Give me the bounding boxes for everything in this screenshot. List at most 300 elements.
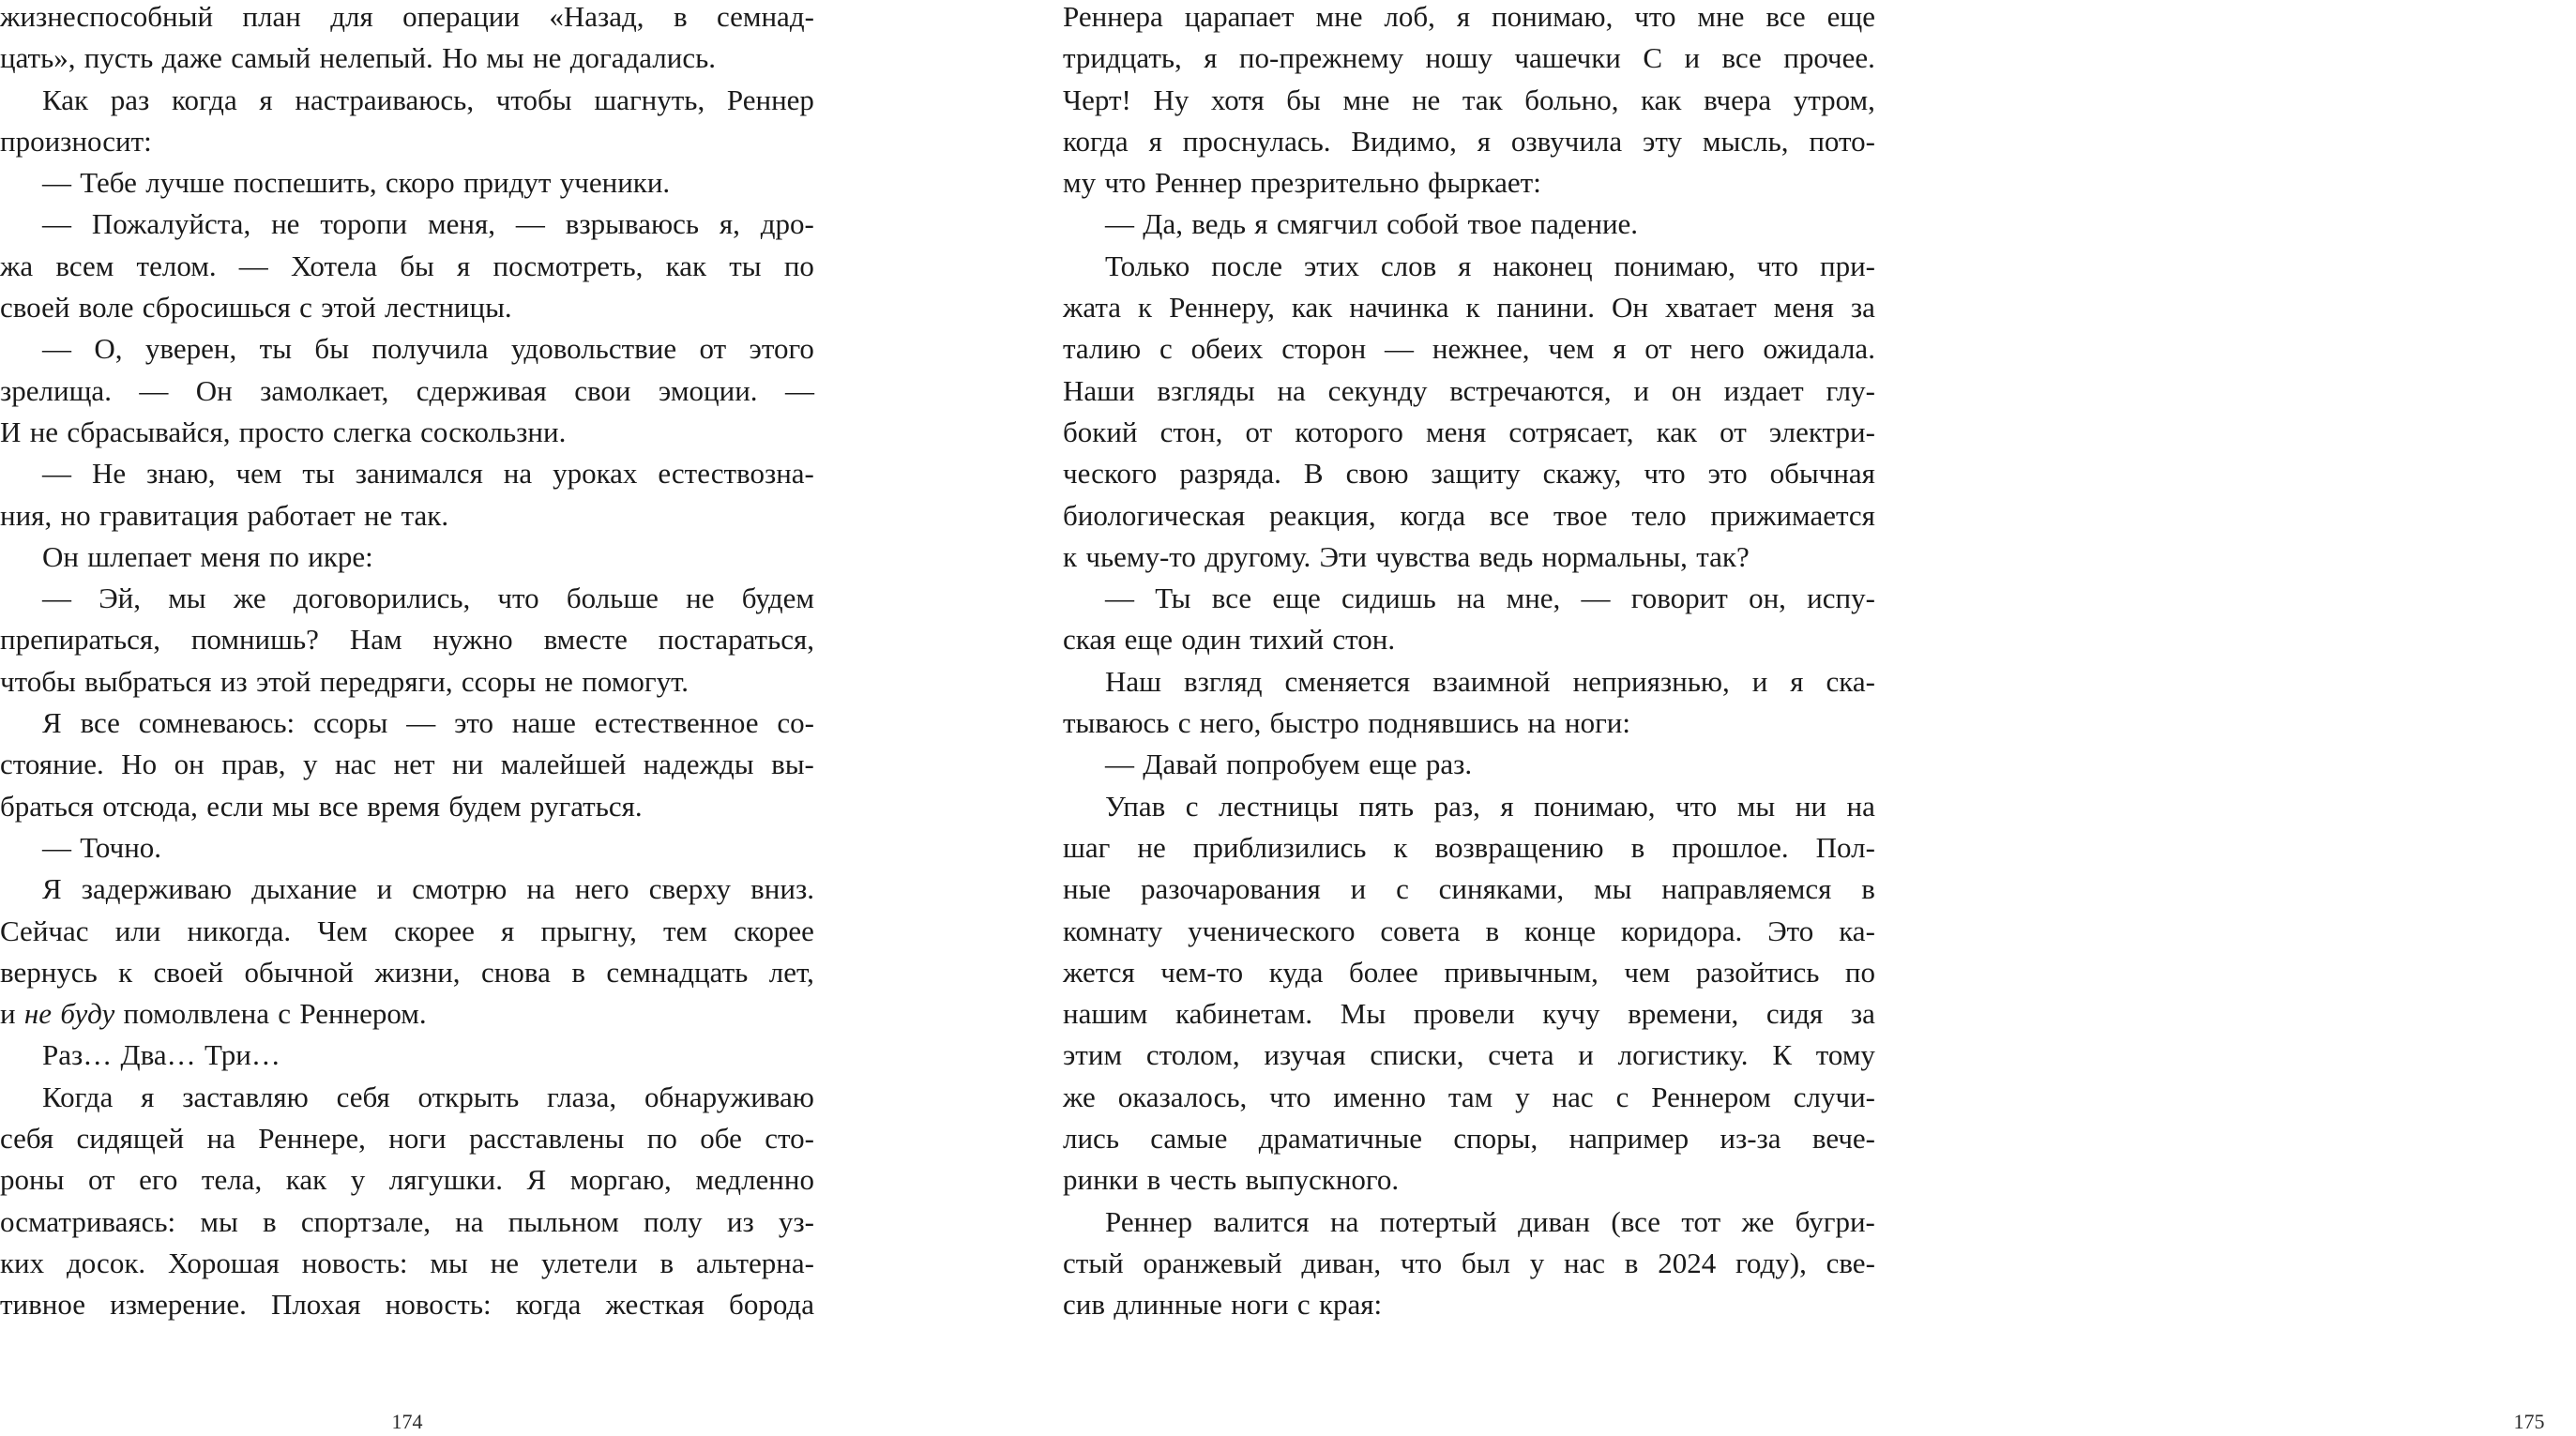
word: медленно <box>695 1163 814 1197</box>
word: Давай <box>1143 748 1218 781</box>
word: что <box>1644 457 1686 491</box>
word: борода <box>729 1288 814 1322</box>
word: пото- <box>1809 124 1875 158</box>
word: вместе <box>543 623 628 657</box>
word: панини. <box>1496 291 1595 325</box>
word: роны <box>0 1163 65 1197</box>
word: — <box>1105 207 1134 241</box>
word: придут <box>462 166 552 200</box>
right-page-text <box>1063 0 1875 1326</box>
word: времени, <box>1628 997 1739 1031</box>
word: Точно. <box>80 830 162 864</box>
word: мне <box>1697 0 1745 33</box>
word: вчера <box>1704 83 1772 116</box>
word: он, <box>1749 582 1786 615</box>
word: бы <box>400 249 434 282</box>
text-line <box>0 204 814 245</box>
word: не <box>1411 83 1441 116</box>
word: Реннера <box>1063 0 1163 33</box>
word: выбраться <box>84 664 212 698</box>
word: из <box>220 664 248 698</box>
word: от <box>87 1163 115 1197</box>
word: надежды <box>643 748 754 781</box>
word: открыть <box>417 1080 520 1113</box>
word: за <box>1850 291 1875 325</box>
word: я <box>141 1080 155 1113</box>
word: не <box>490 1246 520 1279</box>
text-line <box>0 412 814 453</box>
text-line <box>0 121 814 162</box>
word: сбросишься <box>142 291 291 325</box>
word: знаю, <box>146 457 216 491</box>
word: к <box>1063 539 1078 573</box>
word: на <box>526 872 555 906</box>
word: помолвлена <box>123 997 269 1031</box>
text-line <box>0 246 814 287</box>
text-line <box>0 0 814 38</box>
word: нас <box>1563 1246 1606 1279</box>
word: но <box>60 498 91 532</box>
word: пусть <box>83 41 154 75</box>
word: мне, <box>1506 582 1561 615</box>
word: уз- <box>778 1204 814 1238</box>
text-line <box>1063 1035 1875 1076</box>
word: тому <box>1815 1038 1875 1072</box>
word: досок. <box>67 1246 146 1279</box>
word: эмоции. <box>658 373 758 407</box>
word: жата <box>1063 291 1122 325</box>
word: даже <box>161 41 222 75</box>
word: мысль, <box>1702 124 1789 158</box>
word: настраиваюсь, <box>295 83 475 116</box>
word: говорит <box>1630 582 1728 615</box>
text-line <box>1063 38 1875 79</box>
word: — <box>42 457 71 491</box>
word: не <box>271 207 300 241</box>
word: Эти <box>1319 539 1368 573</box>
word: Наш <box>1105 664 1162 698</box>
text-line <box>1063 162 1875 204</box>
word: сидящей <box>76 1122 185 1156</box>
word: тем <box>663 914 707 947</box>
word: на <box>1456 582 1486 615</box>
word: время <box>367 789 441 823</box>
text-line <box>1063 0 1875 38</box>
word: сидя <box>1765 997 1824 1031</box>
word: как <box>1291 291 1333 325</box>
word: встречаются, <box>1449 373 1612 407</box>
text-line <box>1063 537 1875 578</box>
text-line <box>0 993 814 1035</box>
left-page <box>0 0 814 1436</box>
word: потертый <box>1379 1204 1497 1238</box>
word: Чем <box>317 914 368 947</box>
word: у <box>303 748 318 781</box>
word: Тебе <box>80 166 137 200</box>
word: был <box>1461 1246 1510 1279</box>
word: В <box>1303 457 1324 491</box>
word: произносит: <box>0 124 152 158</box>
left-page-text <box>0 0 814 1326</box>
word: и <box>0 997 16 1031</box>
word: по-прежнему <box>1238 41 1404 75</box>
word: и <box>1684 41 1701 75</box>
word: вече- <box>1811 1122 1875 1156</box>
word: именно <box>1333 1080 1426 1113</box>
text-line <box>0 38 814 79</box>
text-line <box>0 786 814 827</box>
word: ученики. <box>559 166 671 200</box>
word: жесткая <box>605 1288 705 1322</box>
word: шагнуть, <box>594 83 705 116</box>
word: на <box>1846 789 1875 823</box>
word: тихий <box>1250 623 1325 657</box>
word: Хорошая <box>168 1246 280 1279</box>
word: скажу, <box>1542 457 1622 491</box>
word: как <box>665 249 707 282</box>
word: биологическая <box>1063 498 1246 532</box>
word: Реннер <box>1105 1204 1193 1238</box>
word: еще <box>1272 582 1321 615</box>
word: в <box>673 0 688 33</box>
word: — <box>42 830 71 864</box>
word: и <box>1633 373 1649 407</box>
word: пыльном <box>508 1204 619 1238</box>
word: презрительно <box>1250 166 1419 200</box>
word: Только <box>1105 249 1190 282</box>
text-line <box>1063 121 1875 162</box>
word: собой <box>1386 207 1460 241</box>
word: когда <box>515 1288 582 1322</box>
word: меня <box>1773 291 1834 325</box>
word: с <box>1159 332 1173 366</box>
word: лестницы. <box>385 291 512 325</box>
word: передряги, <box>319 664 453 698</box>
text-line <box>0 744 814 785</box>
word: будем <box>448 789 522 823</box>
word: Сейчас <box>0 914 89 947</box>
word: чашечки <box>1514 41 1621 75</box>
word: споры, <box>1453 1122 1538 1156</box>
word: удовольствие <box>510 332 677 366</box>
text-line <box>1063 744 1875 785</box>
word: от <box>1644 332 1672 366</box>
word: не <box>29 415 59 448</box>
text-line <box>0 619 814 660</box>
word: издает <box>1723 373 1804 407</box>
word: чувства <box>1375 539 1471 573</box>
word: измерение. <box>110 1288 247 1322</box>
word: ская <box>1063 623 1116 657</box>
word: от <box>1720 415 1747 448</box>
word: длинные <box>1114 1288 1222 1322</box>
word: дыхание <box>251 872 357 906</box>
word: провели <box>1413 997 1515 1031</box>
word: поспешить, <box>233 166 377 200</box>
word: свои <box>574 373 631 407</box>
word: договорились, <box>293 582 471 615</box>
word: с <box>278 997 292 1031</box>
word: валится <box>1213 1204 1310 1238</box>
word: препираться, <box>0 623 160 657</box>
text-line <box>0 1077 814 1118</box>
word: нелепый. <box>319 41 433 75</box>
word: не <box>1137 830 1166 864</box>
word: это <box>1707 457 1748 491</box>
text-line <box>0 370 814 412</box>
word: утром, <box>1793 83 1875 116</box>
word: разряда. <box>1179 457 1281 491</box>
word: ты <box>259 332 293 366</box>
word: ка- <box>1839 914 1875 947</box>
word: у <box>350 1163 366 1197</box>
word: из-за <box>1720 1122 1781 1156</box>
word: вниз. <box>750 872 814 906</box>
word: чем <box>1548 332 1595 366</box>
word: Я <box>42 872 62 906</box>
text-line <box>0 1035 814 1076</box>
word: я <box>501 914 515 947</box>
word: Упав <box>1105 789 1166 823</box>
word: прочее. <box>1783 41 1875 75</box>
word: нашим <box>1063 997 1148 1031</box>
word: ты <box>729 249 762 282</box>
word: Реннеру, <box>1169 291 1275 325</box>
word: списки, <box>1370 1038 1464 1072</box>
word: сверху <box>648 872 732 906</box>
word: по <box>268 539 299 573</box>
word: мне <box>1315 0 1363 33</box>
text-line <box>1063 911 1875 952</box>
word: раз. <box>1425 748 1473 781</box>
word: пять <box>1358 789 1415 823</box>
text-line <box>1063 1118 1875 1159</box>
word: я <box>1613 332 1627 366</box>
word: ругаться. <box>529 789 643 823</box>
word: фыркает: <box>1428 166 1541 200</box>
word: более <box>1348 955 1418 989</box>
word: один <box>1181 623 1241 657</box>
word: после <box>1211 249 1283 282</box>
word: себя <box>0 1122 54 1156</box>
word: Реннер <box>726 83 814 116</box>
word: сидишь <box>1341 582 1436 615</box>
word: тот <box>1681 1204 1721 1238</box>
word: от <box>1245 415 1273 448</box>
word: секунду <box>1327 373 1428 407</box>
word: ческого <box>1063 457 1158 491</box>
word: что <box>1269 1080 1311 1113</box>
word: на <box>1329 1204 1359 1238</box>
word: заставляю <box>182 1080 309 1113</box>
word: для <box>330 0 373 33</box>
word: столом, <box>1145 1038 1240 1072</box>
text-line <box>0 952 814 993</box>
text-line <box>1063 246 1875 287</box>
word: Плохая <box>270 1288 361 1322</box>
word: у <box>1529 1246 1545 1279</box>
word: возвращению <box>1434 830 1604 864</box>
word: с <box>1177 706 1191 740</box>
word: защиту <box>1431 457 1521 491</box>
word: чем <box>1624 955 1671 989</box>
word: когда <box>1063 124 1129 158</box>
text-line <box>1063 827 1875 869</box>
word: обычной <box>244 955 354 989</box>
word: Реннер <box>1154 166 1242 200</box>
text-line <box>0 287 814 328</box>
word: Ну <box>1153 83 1190 116</box>
word: скорее <box>394 914 475 947</box>
text-line <box>1063 495 1875 537</box>
text-line <box>1063 1077 1875 1118</box>
word: привычным, <box>1444 955 1599 989</box>
word: я <box>1458 249 1472 282</box>
word: не <box>544 664 573 698</box>
word: глаза, <box>547 1080 617 1113</box>
word: ких <box>0 1246 45 1279</box>
word: — <box>238 249 268 282</box>
word: Он <box>195 373 233 407</box>
word: поднявшись <box>1368 706 1520 740</box>
word: коридора. <box>1620 914 1743 947</box>
left-page-number: 174 <box>391 1410 423 1433</box>
word: скорее <box>734 914 814 947</box>
word: нужно <box>432 623 513 657</box>
word: другому. <box>1205 539 1311 573</box>
word: что <box>497 582 539 615</box>
word: я <box>1477 124 1492 158</box>
word: него, <box>1199 706 1262 740</box>
word: с <box>1615 1080 1629 1113</box>
word: твое <box>1467 207 1523 241</box>
word: занимался <box>355 457 483 491</box>
word: в <box>659 1246 674 1279</box>
word: — <box>1105 748 1134 781</box>
word: глу- <box>1826 373 1875 407</box>
word: Он <box>1611 291 1648 325</box>
word: к <box>1393 830 1408 864</box>
word: в <box>1861 872 1875 906</box>
word: талию <box>1063 332 1142 366</box>
word: снова <box>481 955 551 989</box>
word: падение. <box>1530 207 1639 241</box>
text-line <box>1063 204 1875 245</box>
word: Это <box>1767 914 1814 947</box>
text-line <box>1063 661 1875 703</box>
word: все <box>318 789 358 823</box>
word: все <box>1721 41 1762 75</box>
word: вы- <box>771 748 814 781</box>
word: же <box>1063 1080 1096 1113</box>
text-line <box>0 661 814 703</box>
word: жется <box>1063 955 1135 989</box>
word: с <box>1185 789 1199 823</box>
word: на <box>503 457 533 491</box>
text-line <box>0 827 814 869</box>
word: буду <box>60 997 115 1031</box>
text-line <box>0 453 814 494</box>
word: шлепает <box>87 539 192 573</box>
word: раз, <box>1433 789 1480 823</box>
word: к <box>1465 291 1480 325</box>
text-line <box>0 328 814 370</box>
word: C <box>1643 41 1662 75</box>
text-line <box>1063 80 1875 121</box>
word: ношу <box>1425 41 1493 75</box>
word: — <box>1105 582 1134 615</box>
word: сотрясает, <box>1508 415 1634 448</box>
word: озвучила <box>1510 124 1623 158</box>
word: дро- <box>760 207 814 241</box>
text-line <box>1063 1202 1875 1243</box>
word: малейшей <box>500 748 627 781</box>
word: не <box>533 41 562 75</box>
word: ссоры <box>461 664 537 698</box>
word: чем-то <box>1160 955 1244 989</box>
word: сомневаюсь: <box>138 706 295 740</box>
word: как <box>1641 83 1682 116</box>
word: — <box>784 373 814 407</box>
word: жизни, <box>374 955 461 989</box>
word: или <box>114 914 161 947</box>
word: К <box>1772 1038 1792 1072</box>
word: совета <box>1380 914 1461 947</box>
word: мы <box>1736 789 1776 823</box>
word: 2024 <box>1658 1246 1717 1279</box>
word: жизнеспособный <box>0 0 214 33</box>
word: не <box>23 997 53 1031</box>
word: все <box>1211 582 1252 615</box>
word: оранжевый <box>1143 1246 1282 1279</box>
word: разочарования <box>1141 872 1321 906</box>
word: честь <box>1169 1163 1237 1197</box>
word: взгляд <box>1183 664 1263 698</box>
text-line <box>1063 370 1875 412</box>
word: нас <box>1552 1080 1594 1113</box>
word: лучше <box>145 166 225 200</box>
word: мы <box>1594 872 1632 906</box>
word: — <box>42 582 71 615</box>
word: браться <box>0 789 94 823</box>
word: он <box>174 748 205 781</box>
word: на <box>1277 373 1306 407</box>
word: разойтись <box>1695 955 1820 989</box>
word: не <box>363 498 393 532</box>
word: когда <box>1400 498 1466 532</box>
word: ноги: <box>1564 706 1630 740</box>
word: синяками, <box>1438 872 1565 906</box>
word: смотрю <box>412 872 508 906</box>
word: скоро <box>385 166 455 200</box>
word: от <box>699 332 727 366</box>
word: тела, <box>201 1163 263 1197</box>
word: Он <box>42 539 79 573</box>
text-line <box>0 1159 814 1201</box>
word: я <box>259 83 273 116</box>
word: семнад- <box>716 0 814 33</box>
word: (все <box>1611 1204 1661 1238</box>
word: Пол- <box>1815 830 1875 864</box>
word: в <box>1146 1163 1161 1197</box>
word: моргаю, <box>569 1163 672 1197</box>
word: «Назад, <box>549 0 644 33</box>
word: сбрасывайся, <box>67 415 231 448</box>
word: нежнее, <box>1432 332 1530 366</box>
word: ведь <box>1191 207 1246 241</box>
word: я <box>1790 664 1804 698</box>
word: чтобы <box>495 83 572 116</box>
